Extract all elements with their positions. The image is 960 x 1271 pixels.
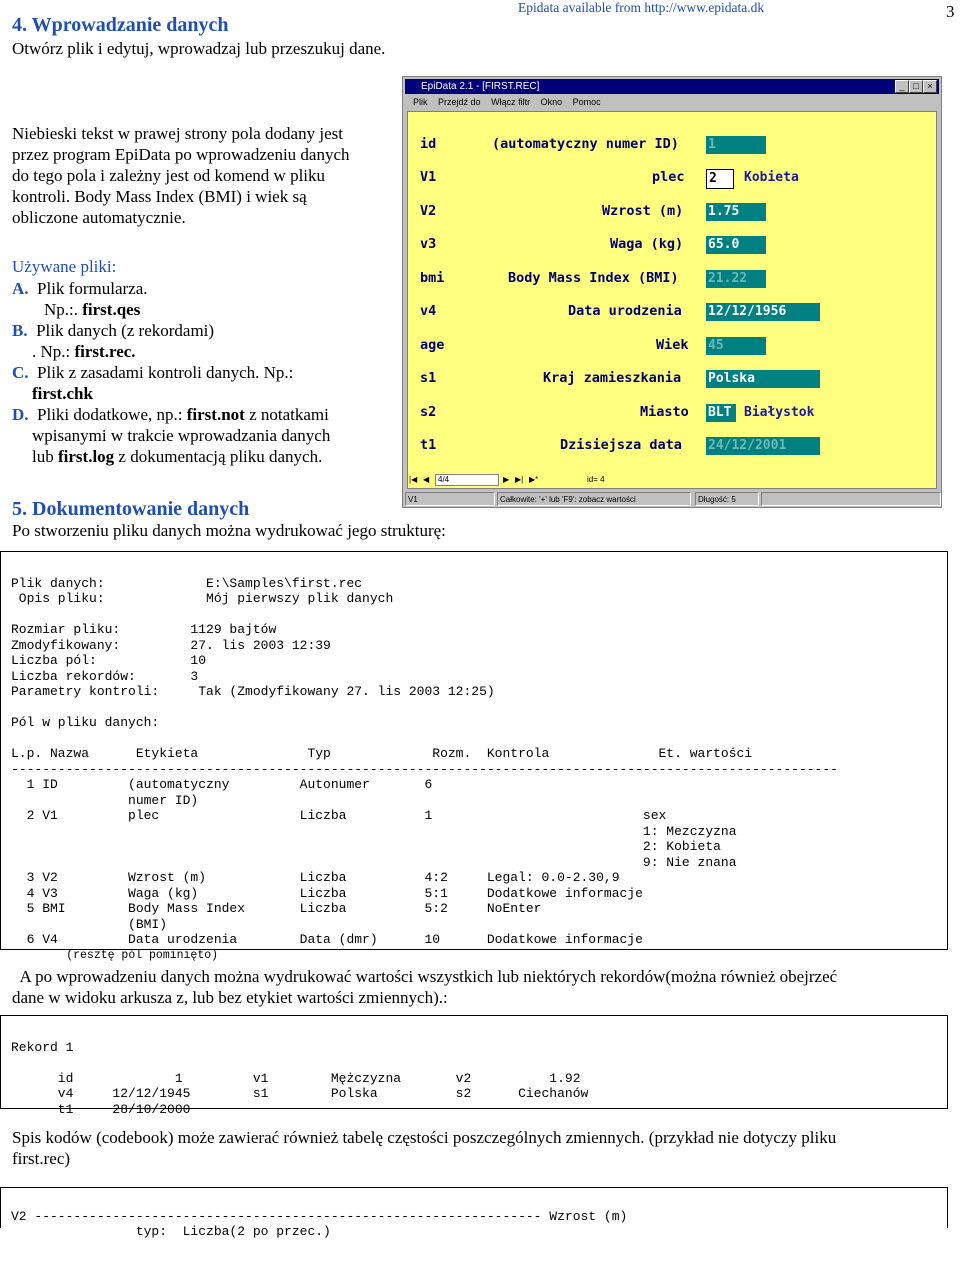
report-row: (BMI) — [11, 916, 168, 932]
values-paragraph-line: dane w widoku arkusza z, lub bez etykiet wartości zmiennych).: — [12, 988, 448, 1007]
report-line: Liczba pól: 10 — [11, 653, 207, 668]
section-4-title: 4. Wprowadzanie danych — [12, 14, 229, 36]
data-entry-form — [407, 111, 937, 489]
field-value-t1[interactable]: 24/12/2001 — [706, 437, 820, 455]
report-row: 6 V4 Data urodzenia Data (dmr) 10 Dodatkowe informacje — [11, 932, 643, 947]
field-label: Body Mass Index (BMI) — [508, 270, 679, 286]
field-name: V2 — [420, 203, 437, 219]
codebook-paragraph — [12, 1127, 957, 1169]
close-icon[interactable]: × — [923, 80, 937, 93]
report-line: Parametry kontroli: Tak (Zmodyfikowany 27. lis 2003 12:25) — [11, 684, 495, 699]
report-line — [11, 607, 838, 623]
field-name: id — [420, 136, 437, 152]
field-value-v4[interactable]: 12/12/1956 — [706, 303, 820, 321]
section-4-subtitle: Otwórz plik i edytuj, wprowadzaj lub przeszukuj dane. — [12, 39, 386, 58]
files-heading: Używane pliki: — [12, 257, 117, 276]
menu-pomoc[interactable]: Pomoc — [572, 97, 601, 107]
record-line: Rekord 1 — [11, 1039, 74, 1055]
field-name: bmi — [420, 270, 445, 286]
file-item-d-line3: lub first.log z dokumentacją pliku danych. — [32, 447, 323, 466]
report-line: Pól w pliku danych: — [11, 715, 160, 730]
record-line: id 1 v1 Mężczyzna v2 1.92 — [11, 1070, 581, 1086]
window-menubar — [405, 95, 939, 109]
file-item-d: D. Pliki dodatkowe, np.: first.not z notatkami — [12, 405, 329, 424]
field-name: s2 — [420, 404, 437, 420]
report-line: Rozmiar pliku: 1129 bajtów — [11, 622, 277, 637]
codebook-line: typ: Liczba(2 po przec.) — [11, 1224, 331, 1239]
file-item-a-example: Np.:. first.qes — [44, 300, 141, 319]
field-label: plec — [652, 169, 685, 185]
report-note: (resztę pól pominięto) — [11, 948, 219, 962]
report-line: Liczba rekordów: 3 — [11, 668, 199, 684]
menu-przejdz-do[interactable]: Przejdź do — [438, 97, 481, 107]
field-label: Data urodzenia — [568, 303, 682, 319]
record-line — [11, 1055, 588, 1071]
intro-paragraph — [12, 123, 397, 228]
codebook-paragraph-line: Spis kodów (codebook) może zawierać również tabelę częstości poszczególnych zmiennych. (przykład nie dotyczy pliku — [12, 1128, 837, 1147]
nav-next-icon[interactable]: ▶ — [503, 475, 510, 484]
menu-plik[interactable]: Plik — [413, 97, 428, 107]
file-item-a: A. Plik formularza. — [12, 279, 148, 298]
record-line: t1 28/10/2000 — [11, 1101, 191, 1117]
files-list — [12, 278, 402, 467]
intro-line: przez program EpiData po wprowadzeniu danych — [12, 145, 350, 164]
menu-wlacz-filtr[interactable]: Włącz filtr — [491, 97, 531, 107]
status-empty — [761, 492, 941, 506]
report-row: 5 BMI Body Mass Index Liczba 5:2 NoEnter — [11, 901, 542, 916]
value-label-v1: Kobieta — [744, 170, 799, 185]
field-value-id[interactable]: 1 — [706, 136, 766, 154]
window-title: EpiData 2.1 - [FIRST.REC] — [421, 81, 540, 92]
field-value-v3[interactable]: 65.0 — [706, 236, 766, 254]
field-name: s1 — [420, 370, 437, 386]
record-line: v4 12/12/1945 s1 Polska s2 Ciechanów — [11, 1086, 589, 1101]
nav-id-display: id= 4 — [587, 475, 605, 484]
intro-line: do tego pola i zależny jest od komend w pliku — [12, 166, 326, 185]
record-navigator — [407, 473, 937, 486]
field-name: t1 — [420, 437, 437, 453]
nav-new-icon[interactable]: ▶* — [529, 475, 539, 484]
file-item-c-example: first.chk — [32, 384, 93, 403]
field-value-v1[interactable]: 2 — [706, 169, 734, 189]
field-name: v3 — [420, 236, 437, 252]
window-statusbar — [405, 492, 939, 505]
field-value-age[interactable]: 45 — [706, 337, 766, 355]
menu-okno[interactable]: Okno — [540, 97, 563, 107]
field-value-v2[interactable]: 1.75 — [706, 203, 766, 221]
field-name: age — [420, 337, 445, 353]
report-header-row: L.p. Nazwa Etykieta Typ Rozm. Kontrola Et. wartości — [11, 746, 753, 761]
field-value-s2[interactable]: BLT — [706, 404, 736, 422]
codebook-line: V2 ----------------------------------------------------------------- Wzrost (m) — [11, 1208, 628, 1224]
nav-prev-icon[interactable]: ◀ — [423, 475, 430, 484]
epidata-window — [402, 76, 942, 508]
field-label: Kraj zamieszkania — [543, 370, 682, 386]
report-row: 4 V3 Waga (kg) Liczba 5:1 Dodatkowe informacje — [11, 885, 643, 901]
maximize-icon[interactable]: □ — [909, 80, 923, 93]
field-label: Wiek — [656, 337, 689, 353]
field-name: v4 — [420, 303, 437, 319]
codebook-text — [11, 1193, 627, 1271]
value-label-s2: Białystok — [744, 405, 815, 420]
structure-report — [0, 551, 948, 962]
file-item-d-line2: wpisanymi w trakcie wprowadzania danych — [32, 426, 331, 445]
field-value-s1[interactable]: Polska — [706, 370, 820, 388]
codebook-paragraph-line: first.rec) — [12, 1149, 71, 1168]
file-item-b-example: . Np.: first.rec. — [32, 342, 136, 361]
field-value-bmi[interactable]: 21.22 — [706, 270, 766, 288]
status-field: V1 — [405, 492, 495, 506]
file-item-b: B. Plik danych (z rekordami) — [12, 321, 215, 340]
source-note: Epidata available from http://www.epidata.dk — [518, 0, 765, 15]
page-number: 3 — [946, 2, 955, 21]
intro-line: kontroli. Body Mass Index (BMI) i wiek są — [12, 187, 307, 206]
report-text — [11, 560, 838, 994]
file-item-c: C. Plik z zasadami kontroli danych. Np.: — [12, 363, 294, 382]
report-row: 2 V1 plec Liczba 1 sex — [11, 808, 667, 823]
report-line: Zmodyfikowany: 27. lis 2003 12:39 — [11, 637, 331, 653]
values-paragraph — [12, 966, 957, 1008]
record-listing — [0, 1015, 948, 1117]
report-row: 2: Kobieta — [11, 839, 721, 854]
report-line: Plik danych: E:\Samples\first.rec — [11, 575, 363, 591]
report-row: 3 V2 Wzrost (m) Liczba 4:2 Legal: 0.0-2.30,9 — [11, 870, 620, 885]
field-label: Dzisiejsza data — [560, 437, 682, 453]
section-5-subtitle: Po stworzeniu pliku danych można wydrukować jego strukturę: — [12, 521, 446, 540]
minimize-icon[interactable]: _ — [895, 80, 909, 93]
nav-last-icon[interactable]: ▶| — [515, 475, 524, 484]
nav-first-icon[interactable]: |◀ — [409, 475, 418, 484]
report-row: 9: Nie znana — [11, 854, 737, 870]
field-label: Wzrost (m) — [602, 203, 684, 219]
section-5-title: 5. Dokumentowanie danych — [12, 498, 250, 520]
intro-line: Niebieski tekst w prawej strony pola dodany jest — [12, 124, 343, 143]
report-row: 1: Mezczyzna — [11, 823, 737, 839]
report-row: 1 ID (automatyczny Autonumer 6 — [11, 777, 433, 792]
status-length: Długość: 5 — [695, 492, 759, 506]
report-line — [11, 731, 838, 747]
intro-line: obliczone automatycznie. — [12, 208, 186, 227]
status-hint: Całkowite: '+' lub 'F9': zobacz wartości — [497, 492, 691, 506]
window-titlebar — [405, 79, 939, 94]
field-name: V1 — [420, 169, 437, 185]
field-label: Waga (kg) — [610, 236, 684, 252]
report-divider: ---------------------------------------------------------------------------------------------------------- — [11, 761, 838, 777]
nav-record-counter: 4/4 — [435, 474, 499, 486]
report-line — [11, 700, 838, 716]
report-row: numer ID) — [11, 792, 199, 808]
codebook-listing — [0, 1187, 948, 1239]
report-line: Opis pliku: Mój pierwszy plik danych — [11, 591, 394, 606]
field-label: (automatyczny numer ID) — [492, 136, 679, 152]
values-paragraph-line: A po wprowadzeniu danych można wydrukować wartości wszystkich lub niektórych rekordów(można również obejrzeć — [12, 967, 838, 986]
field-label: Miasto — [640, 404, 689, 420]
